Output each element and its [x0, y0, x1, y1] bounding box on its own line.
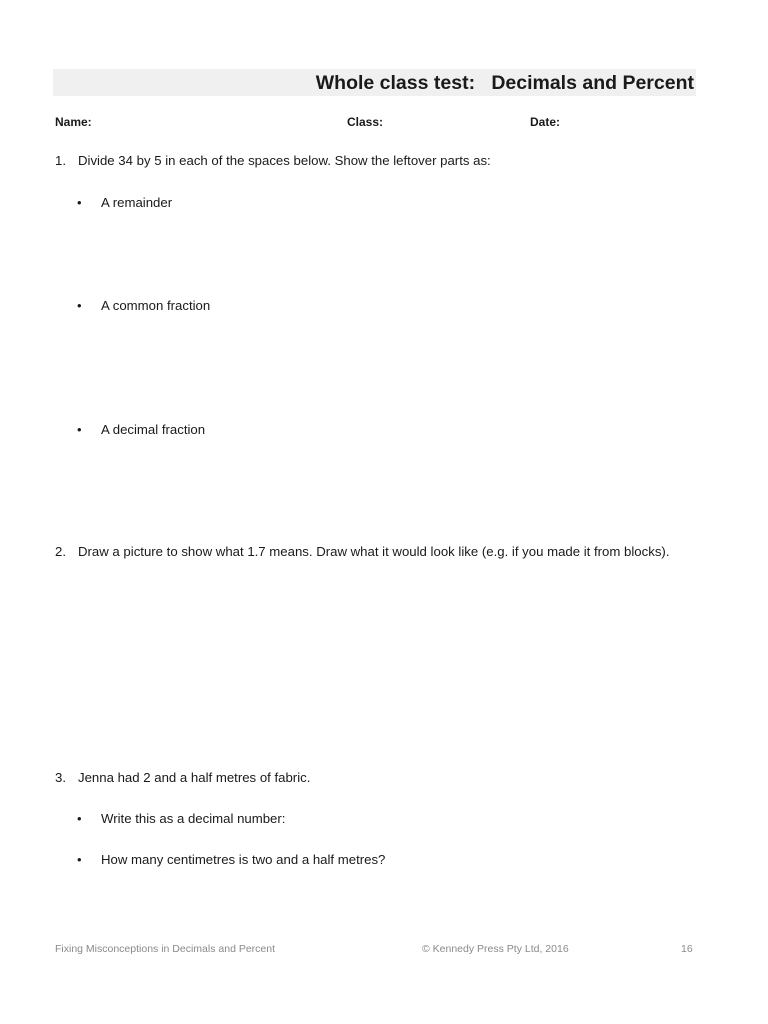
question-3-number: 3.	[55, 770, 66, 785]
bullet-icon: •	[77, 298, 82, 313]
question-3-text: Jenna had 2 and a half metres of fabric.	[78, 770, 311, 785]
question-2-text: Draw a picture to show what 1.7 means. Draw what it would look like (e.g. if you made it from blocks).	[78, 544, 670, 559]
bullet-icon: •	[77, 852, 82, 867]
question-1-text: Divide 34 by 5 in each of the spaces below. Show the leftover parts as:	[78, 153, 491, 168]
question-3-bullet-decimal: Write this as a decimal number:	[101, 811, 286, 826]
question-3-bullet-centimetres: How many centimetres is two and a half metres?	[101, 852, 386, 867]
date-label: Date:	[530, 115, 561, 129]
question-1-number: 1.	[55, 153, 66, 168]
footer-page-number: 16	[681, 943, 693, 955]
footer-book-title: Fixing Misconceptions in Decimals and Percent	[55, 943, 276, 955]
bullet-icon: •	[77, 422, 82, 437]
class-label: Class:	[347, 115, 384, 129]
page-title: Whole class test: Decimals and Percent	[315, 72, 694, 94]
bullet-icon: •	[77, 811, 82, 826]
bullet-icon: •	[77, 195, 82, 210]
question-1-bullet-remainder: A remainder	[101, 195, 173, 210]
footer-copyright: © Kennedy Press Pty Ltd, 2016	[422, 943, 569, 955]
name-label: Name:	[55, 115, 92, 129]
question-1-bullet-common-fraction: A common fraction	[101, 298, 211, 313]
question-1-bullet-decimal-fraction: A decimal fraction	[101, 422, 206, 437]
title-bar	[53, 69, 696, 96]
question-2-number: 2.	[55, 544, 66, 559]
